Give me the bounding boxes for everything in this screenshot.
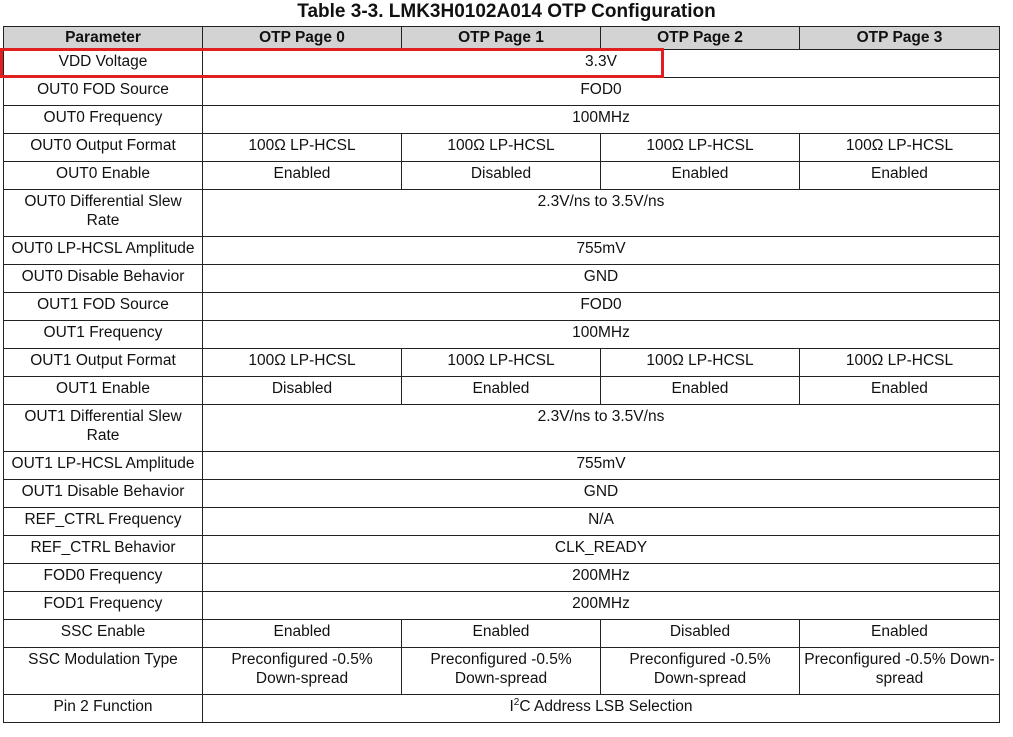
superscript-2: 2 [513, 697, 520, 708]
header-otp-page-0: OTP Page 0 [203, 27, 402, 50]
param-cell: VDD Voltage [4, 50, 203, 78]
value-cell: 100Ω LP-HCSL [402, 134, 601, 162]
value-cell: Preconfigured -0.5% Down-spread [800, 648, 1000, 695]
table-row [4, 190, 1000, 237]
param-cell: OUT1 FOD Source [4, 293, 203, 321]
value-cell: 200MHz [203, 564, 1000, 592]
value-cell: Enabled [601, 377, 800, 405]
value-cell [203, 695, 1000, 723]
header-otp-page-3: OTP Page 3 [800, 27, 1000, 50]
value-cell: 2.3V/ns to 3.5V/ns [203, 405, 1000, 452]
header-otp-page-2: OTP Page 2 [601, 27, 800, 50]
value-cell: Enabled [800, 162, 1000, 190]
value-cell: FOD0 [203, 293, 1000, 321]
param-cell: OUT1 LP-HCSL Amplitude [4, 452, 203, 480]
value-cell: Enabled [203, 162, 402, 190]
param-cell: OUT0 FOD Source [4, 78, 203, 106]
header-parameter: Parameter [4, 27, 203, 50]
value-cell: GND [203, 265, 1000, 293]
value-cell: 755mV [203, 452, 1000, 480]
param-cell: OUT0 Enable [4, 162, 203, 190]
value-cell: 755mV [203, 237, 1000, 265]
param-cell: FOD0 Frequency [4, 564, 203, 592]
table-row [4, 321, 1000, 349]
otp-configuration-table [3, 26, 1000, 723]
table-row [4, 134, 1000, 162]
header-otp-page-1: OTP Page 1 [402, 27, 601, 50]
value-cell: Enabled [402, 377, 601, 405]
value-text-rest: C Address LSB Selection [519, 698, 693, 715]
value-cell: Enabled [203, 620, 402, 648]
value-cell: 100Ω LP-HCSL [203, 134, 402, 162]
value-cell: 100Ω LP-HCSL [601, 134, 800, 162]
table-row [4, 648, 1000, 695]
param-cell: REF_CTRL Frequency [4, 508, 203, 536]
value-text-i: I [509, 698, 514, 715]
param-cell: OUT1 Output Format [4, 349, 203, 377]
table-row [4, 50, 1000, 78]
table-row [4, 162, 1000, 190]
param-cell: FOD1 Frequency [4, 592, 203, 620]
header-row [4, 27, 1000, 50]
param-cell: REF_CTRL Behavior [4, 536, 203, 564]
table-row [4, 78, 1000, 106]
value-cell: 100Ω LP-HCSL [402, 349, 601, 377]
value-cell: FOD0 [203, 78, 1000, 106]
value-cell: Preconfigured -0.5% Down-spread [601, 648, 800, 695]
value-cell: 100Ω LP-HCSL [800, 349, 1000, 377]
value-cell: Enabled [800, 620, 1000, 648]
value-cell: Disabled [402, 162, 601, 190]
value-cell: 100Ω LP-HCSL [601, 349, 800, 377]
param-cell: OUT0 Output Format [4, 134, 203, 162]
table-row [4, 564, 1000, 592]
table-row [4, 536, 1000, 564]
value-cell: Disabled [601, 620, 800, 648]
param-cell: Pin 2 Function [4, 695, 203, 723]
value-cell: Enabled [601, 162, 800, 190]
table-row [4, 592, 1000, 620]
value-cell: 100Ω LP-HCSL [800, 134, 1000, 162]
param-cell: OUT0 Frequency [4, 106, 203, 134]
value-cell: 100Ω LP-HCSL [203, 349, 402, 377]
value-cell: 3.3V [203, 50, 1000, 78]
value-cell: 2.3V/ns to 3.5V/ns [203, 190, 1000, 237]
table-row [4, 106, 1000, 134]
table-row [4, 508, 1000, 536]
table-row [4, 377, 1000, 405]
table-row [4, 452, 1000, 480]
param-cell: SSC Enable [4, 620, 203, 648]
value-cell: 200MHz [203, 592, 1000, 620]
table-row [4, 695, 1000, 723]
table-row [4, 265, 1000, 293]
param-cell: OUT0 Disable Behavior [4, 265, 203, 293]
value-cell: Preconfigured -0.5% Down-spread [203, 648, 402, 695]
table-row [4, 405, 1000, 452]
table-title: Table 3-3. LMK3H0102A014 OTP Configuration [297, 1, 716, 22]
value-cell: CLK_READY [203, 536, 1000, 564]
value-cell: Preconfigured -0.5% Down-spread [402, 648, 601, 695]
value-cell: 100MHz [203, 106, 1000, 134]
table-row [4, 237, 1000, 265]
param-cell: OUT0 LP-HCSL Amplitude [4, 237, 203, 265]
param-cell: OUT1 Disable Behavior [4, 480, 203, 508]
param-cell: SSC Modulation Type [4, 648, 203, 695]
param-cell: OUT1 Differential Slew Rate [4, 405, 203, 452]
value-cell: Disabled [203, 377, 402, 405]
param-cell: OUT1 Frequency [4, 321, 203, 349]
value-cell: N/A [203, 508, 1000, 536]
value-cell: Enabled [800, 377, 1000, 405]
table-row [4, 480, 1000, 508]
table-row [4, 349, 1000, 377]
value-cell: GND [203, 480, 1000, 508]
value-cell: Enabled [402, 620, 601, 648]
table-row [4, 620, 1000, 648]
param-cell: OUT0 Differential Slew Rate [4, 190, 203, 237]
value-cell: 100MHz [203, 321, 1000, 349]
table-row [4, 293, 1000, 321]
param-cell: OUT1 Enable [4, 377, 203, 405]
